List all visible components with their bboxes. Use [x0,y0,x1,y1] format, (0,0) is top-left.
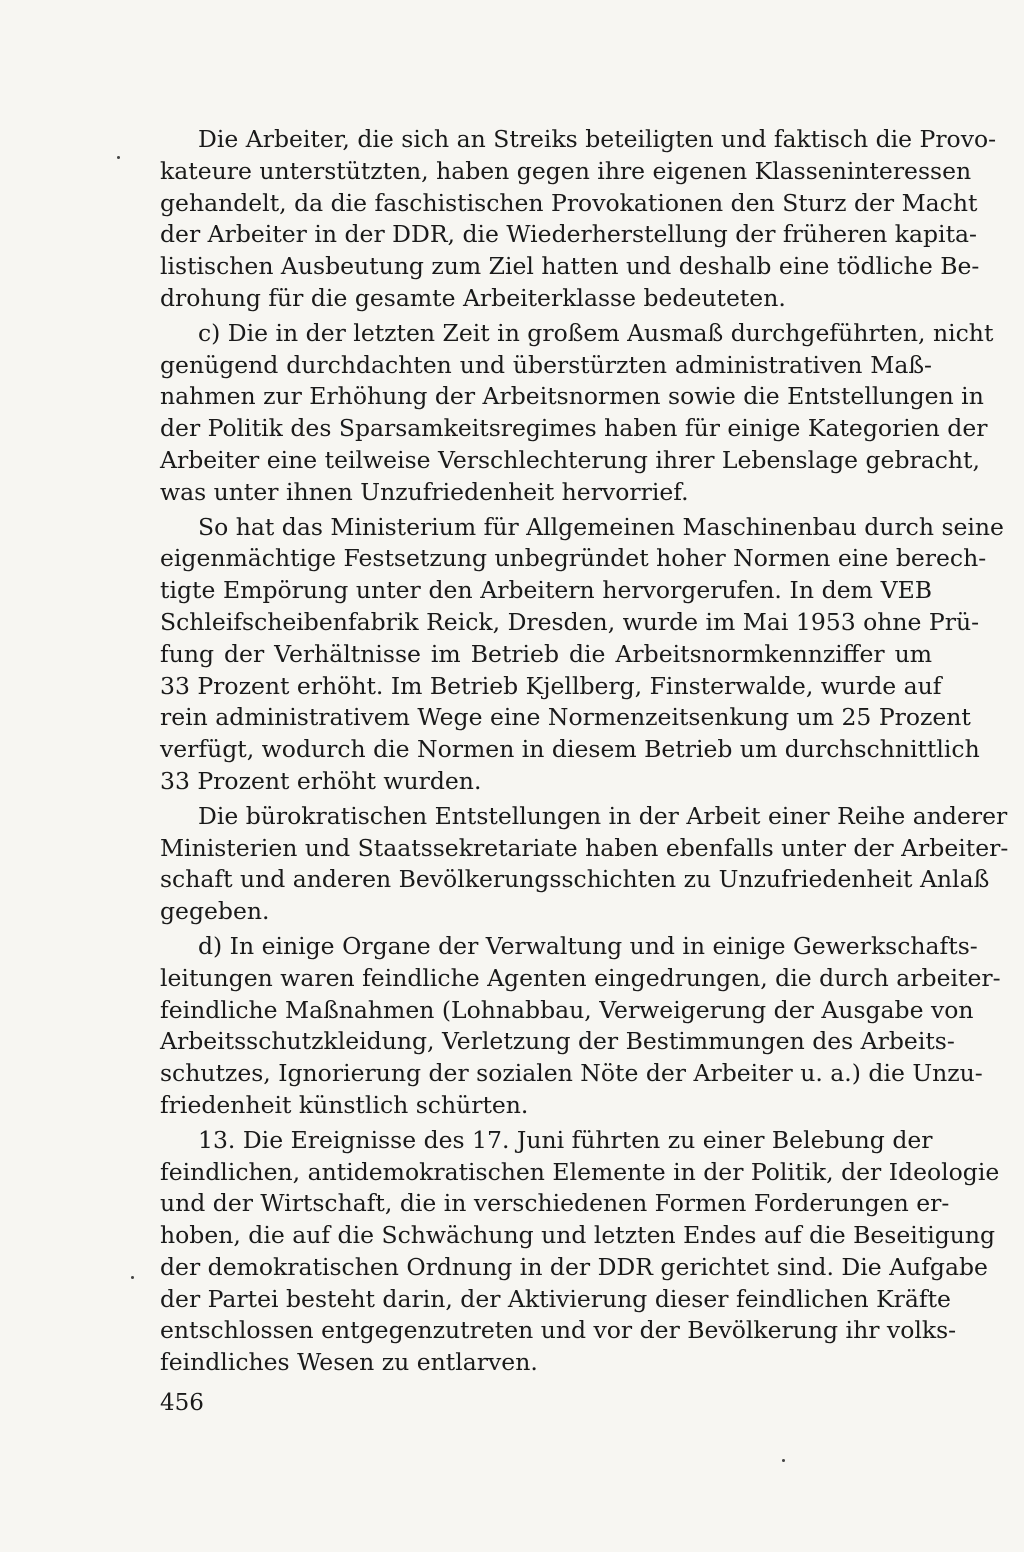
text-line: entschlossen entgegenzutreten und vor der Bevölkerung ihr volks- [160,1316,957,1345]
text-line: verfügt, wodurch die Normen in diesem Betrieb um durchschnittlich [160,735,980,764]
print-speck [782,1459,785,1462]
text-line: fung der Verhältnisse im Betrieb die Arbeitsnormkennziffer um [160,639,932,668]
text-line: der demokratischen Ordnung in der DDR gerichtet sind. Die Aufgabe [160,1252,988,1281]
text-line: feindliche Maßnahmen (Lohnabbau, Verweigerung der Ausgabe von [160,995,974,1024]
text-line: was unter ihnen Unzufriedenheit hervorrief. [160,477,689,506]
text-line: schaft und anderen Bevölkerungsschichten zu Unzufriedenheit Anlaß [160,865,990,894]
paragraph [160,801,1009,928]
text-line: 13. Die Ereignisse des 17. Juni führten zu einer Belebung der [198,1125,933,1154]
text-line: der Arbeiter in der DDR, die Wiederherstellung der früheren kapita- [160,220,977,249]
print-speck [131,1276,134,1279]
text-line: tigte Empörung unter den Arbeitern hervorgerufen. In dem VEB [160,576,932,605]
text-line: d) In einige Organe der Verwaltung und in einige Gewerkschafts- [198,931,978,960]
text-line: gehandelt, da die faschistischen Provokationen den Sturz der Macht [160,188,978,217]
text-line: c) Die in der letzten Zeit in großem Ausmaß durchgeführten, nicht [198,318,994,347]
text-line: Die bürokratischen Entstellungen in der Arbeit einer Reihe anderer [198,801,1008,830]
text-line: 33 Prozent erhöht. Im Betrieb Kjellberg, Finsterwalde, wurde auf [160,671,942,700]
text-line: feindliches Wesen zu entlarven. [160,1348,538,1377]
page-number: 456 [160,1390,204,1416]
body-text [160,124,1009,1382]
paragraph [160,1125,1000,1379]
text-line: Schleifscheibenfabrik Reick, Dresden, wurde im Mai 1953 ohne Prü- [160,607,980,636]
paragraph [160,124,997,315]
text-line: rein administrativem Wege eine Normenzeitsenkung um 25 Prozent [160,703,971,732]
text-line: und der Wirtschaft, die in verschiedenen Formen Forderungen er- [160,1189,950,1218]
paragraph [160,931,1001,1122]
text-line: Arbeitsschutzkleidung, Verletzung der Bestimmungen des Arbeits- [160,1027,955,1056]
text-line: Ministerien und Staatssekretariate haben ebenfalls unter der Arbeiter- [160,833,1009,862]
text-line: genügend durchdachten und überstürzten administrativen Maß- [160,350,932,379]
text-line: So hat das Ministerium für Allgemeinen Maschinenbau durch seine [198,512,1004,541]
text-line: feindlichen, antidemokratischen Elemente in der Politik, der Ideologie [160,1157,1000,1186]
text-line: eigenmächtige Festsetzung unbegründet hoher Normen eine berech- [160,544,987,573]
text-line: gegeben. [160,897,270,926]
text-line: 33 Prozent erhöht wurden. [160,766,482,795]
text-line: der Partei besteht darin, der Aktivierung dieser feindlichen Kräfte [160,1284,951,1313]
text-line: Arbeiter eine teilweise Verschlechterung ihrer Lebenslage gebracht, [160,445,980,474]
print-speck [117,156,120,159]
text-line: leitungen waren feindliche Agenten eingedrungen, die durch arbeiter- [160,963,1001,992]
text-line: drohung für die gesamte Arbeiterklasse bedeuteten. [160,283,786,312]
text-line: hoben, die auf die Schwächung und letzten Endes auf die Beseitigung [160,1221,996,1250]
text-line: der Politik des Sparsamkeitsregimes haben für einige Kategorien der [160,414,988,443]
text-line: listischen Ausbeutung zum Ziel hatten und deshalb eine tödliche Be- [160,252,980,281]
text-line: kateure unterstützten, haben gegen ihre eigenen Klasseninteressen [160,156,972,185]
text-line: Die Arbeiter, die sich an Streiks beteiligten und faktisch die Provo- [198,125,997,153]
paragraph [160,512,1004,798]
paragraph [160,318,994,509]
text-line: nahmen zur Erhöhung der Arbeitsnormen sowie die Entstellungen in [160,382,984,411]
text-line: schutzes, Ignorierung der sozialen Nöte der Arbeiter u. a.) die Unzu- [160,1059,983,1088]
text-line: friedenheit künstlich schürten. [160,1090,529,1119]
